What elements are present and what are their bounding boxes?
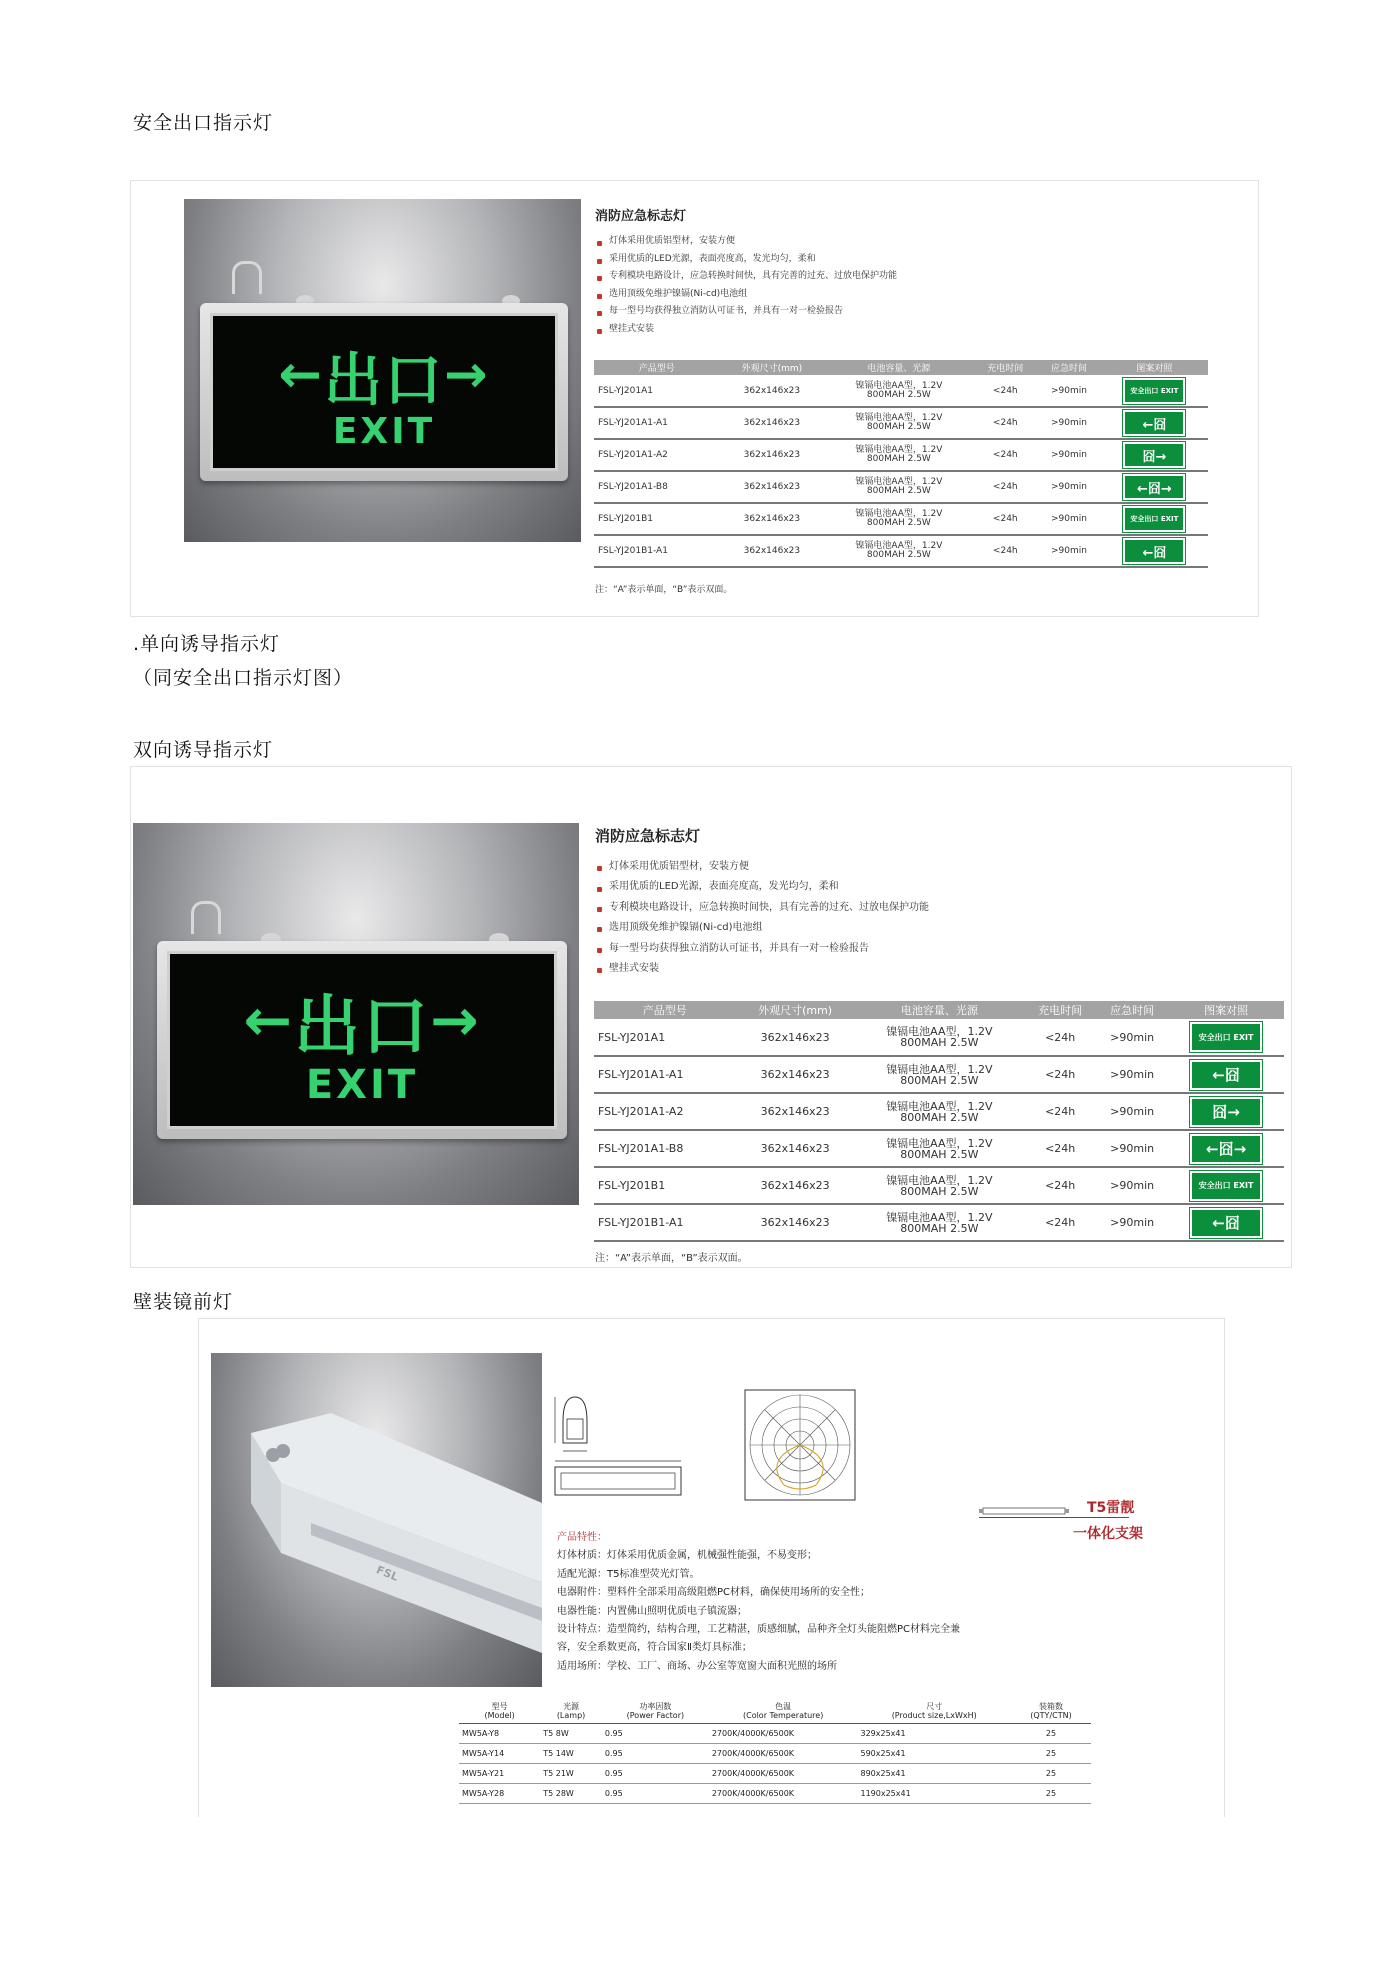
emergency-cell: >90min [1096, 1130, 1168, 1167]
size-cell: 362x146x23 [736, 1204, 855, 1241]
column-header-en: (Color Temperature) [742, 1710, 824, 1720]
model-cell: FSL-YJ201A1-A2 [594, 439, 720, 471]
charge-cell: <24h [973, 503, 1037, 535]
battery-cell [824, 503, 973, 535]
table-row [594, 375, 1208, 407]
charge-cell: <24h [973, 471, 1037, 503]
battery-capacity: 800MAH 2.5W [900, 1110, 979, 1124]
pattern-cell [1168, 1019, 1284, 1056]
battery-cell [855, 1167, 1025, 1204]
table-row [594, 407, 1208, 439]
size-cell: 362x146x23 [720, 407, 825, 439]
model-cell: FSL-YJ201A1-B8 [594, 471, 720, 503]
emergency-cell: >90min [1096, 1019, 1168, 1056]
model-cell: MW5A-Y14 [459, 1743, 540, 1763]
column-header-cn: 型号 [491, 1702, 508, 1711]
size-cell: 329x25x41 [858, 1723, 1011, 1743]
battery-cell [855, 1204, 1025, 1241]
model-cell: FSL-YJ201A1-A2 [594, 1093, 736, 1130]
column-header: 外观尺寸(mm) [720, 360, 825, 375]
exit-sign-english: EXIT [332, 410, 436, 452]
battery-capacity: 800MAH 2.5W [900, 1036, 979, 1049]
battery-type: 镍镉电池AA型，1.2V [855, 445, 943, 455]
exit-pattern-icon: 安全出口 EXIT [1190, 1171, 1262, 1201]
battery-type: 镍镉电池AA型，1.2V [855, 509, 943, 519]
spec-table [594, 1001, 1284, 1242]
light-distribution-diagram [744, 1389, 856, 1501]
column-header [858, 1701, 1011, 1723]
model-cell: FSL-YJ201B1 [594, 1167, 736, 1204]
tube-label: T5雷靓 [1087, 1500, 1135, 1516]
table-row [594, 1093, 1284, 1130]
emergency-cell: >90min [1037, 503, 1101, 535]
column-header: 图案对照 [1101, 360, 1208, 375]
left-arrow-icon: ← [243, 986, 294, 1054]
section-heading-one-way: .单向诱导指示灯 [133, 633, 281, 655]
feature-item: 每一型号均获得独立消防认可证书，并具有一对一检验报告 [597, 939, 929, 959]
charge-cell: <24h [1024, 1167, 1096, 1204]
pattern-cell [1168, 1093, 1284, 1130]
battery-type: 镍镉电池AA型，1.2V [886, 1210, 993, 1224]
model-cell: FSL-YJ201B1-A1 [594, 1204, 736, 1241]
feature-item: 每一型号均获得独立消防认可证书，并具有一对一检验报告 [597, 303, 897, 321]
model-cell: MW5A-Y21 [459, 1763, 540, 1783]
pattern-cell [1101, 439, 1208, 471]
charge-cell: <24h [1024, 1019, 1096, 1056]
table-row [594, 535, 1208, 567]
product-photo [133, 823, 579, 1205]
characteristics-title: 产品特性： [557, 1532, 607, 1543]
battery-type: 镍镉电池AA型，1.2V [886, 1136, 993, 1150]
characteristic-line: 容，安全系数更高，符合国家Ⅱ类灯具标准； [557, 1642, 752, 1654]
feature-item: 选用顶级免维护镍镉(Ni-cd)电池组 [597, 918, 929, 938]
column-header [602, 1701, 709, 1723]
model-cell: MW5A-Y28 [459, 1783, 540, 1803]
size-cell: 362x146x23 [736, 1130, 855, 1167]
emergency-cell: >90min [1037, 407, 1101, 439]
column-header [709, 1701, 858, 1723]
left-exit-pattern-icon: ←囧 [1123, 538, 1185, 564]
mirror-light-spec-table [459, 1701, 1091, 1804]
section-heading-two-way: 双向诱导指示灯 [133, 739, 274, 761]
size-cell: 362x146x23 [736, 1093, 855, 1130]
battery-cell [824, 375, 973, 407]
color-temp-cell: 2700K/4000K/6500K [709, 1783, 858, 1803]
table-row [594, 1130, 1284, 1167]
emergency-cell: >90min [1096, 1056, 1168, 1093]
lamp-cell: T5 8W [540, 1723, 602, 1743]
size-cell: 890x25x41 [858, 1763, 1011, 1783]
panel-title: 消防应急标志灯 [595, 827, 701, 845]
exit-sign-chinese: 出口 [323, 345, 444, 414]
characteristic-line: 电器附件：塑料件全部采用高级阻燃PC材料，确保使用场所的安全性； [557, 1587, 871, 1599]
column-header-cn: 功率因数 [639, 1702, 672, 1711]
left-arrow-icon: ← [278, 344, 324, 405]
battery-type: 镍镉电池AA型，1.2V [855, 477, 943, 487]
feature-item: 壁挂式安装 [597, 321, 897, 339]
size-cell: 362x146x23 [720, 471, 825, 503]
section-heading-one-way-note: （同安全出口指示灯图） [133, 667, 354, 689]
table-row [594, 471, 1208, 503]
two-way-exit-pattern-icon: ←囧→ [1190, 1134, 1262, 1164]
fixture-brand: FSL [374, 1563, 401, 1584]
column-header-en: (Model) [484, 1710, 515, 1720]
column-header: 充电时间 [1024, 1001, 1096, 1019]
product-photo [184, 199, 581, 542]
model-cell: FSL-YJ201A1 [594, 375, 720, 407]
mirror-light-fixture [211, 1353, 542, 1687]
table-row [594, 1019, 1284, 1056]
battery-cell [824, 535, 973, 567]
column-header [1011, 1701, 1091, 1723]
battery-type: 镍镉电池AA型，1.2V [855, 380, 943, 391]
hanging-hook [191, 901, 221, 934]
column-header-en: (QTY/CTN) [1030, 1710, 1072, 1720]
left-exit-pattern-icon: ←囧 [1190, 1060, 1262, 1090]
column-header [459, 1701, 540, 1723]
battery-cell [824, 439, 973, 471]
model-cell: FSL-YJ201A1-A1 [594, 1056, 736, 1093]
battery-capacity: 800MAH 2.5W [866, 518, 931, 528]
pattern-cell [1168, 1167, 1284, 1204]
battery-type: 镍镉电池AA型，1.2V [886, 1025, 993, 1038]
charge-cell: <24h [973, 439, 1037, 471]
battery-capacity: 800MAH 2.5W [900, 1073, 979, 1087]
table-note: 注：“A”表示单面，“B”表示双面。 [595, 1253, 748, 1264]
size-cell: 362x146x23 [720, 439, 825, 471]
size-cell: 362x146x23 [720, 503, 825, 535]
table-row [594, 503, 1208, 535]
emergency-cell: >90min [1037, 439, 1101, 471]
feature-list [597, 233, 897, 339]
power-factor-cell: 0.95 [602, 1783, 709, 1803]
right-exit-pattern-icon: 囧→ [1123, 442, 1185, 468]
lamp-cell: T5 28W [540, 1783, 602, 1803]
feature-item: 采用优质的LED光源，表面亮度高，发光均匀，柔和 [597, 251, 897, 269]
color-temp-cell: 2700K/4000K/6500K [709, 1763, 858, 1783]
emergency-cell: >90min [1096, 1093, 1168, 1130]
panel-title: 消防应急标志灯 [595, 209, 687, 224]
charge-cell: <24h [1024, 1130, 1096, 1167]
size-cell: 590x25x41 [858, 1743, 1011, 1763]
emergency-cell: >90min [1037, 471, 1101, 503]
battery-cell [824, 471, 973, 503]
battery-capacity: 800MAH 2.5W [900, 1221, 979, 1235]
emergency-cell: >90min [1096, 1204, 1168, 1241]
table-row [594, 1204, 1284, 1241]
table-row [459, 1783, 1091, 1803]
feature-item: 专利模块电路设计，应急转换时间快，具有完善的过充、过放电保护功能 [597, 898, 929, 918]
battery-cell [855, 1019, 1025, 1056]
characteristic-line: 适配光源：T5标准型荧光灯管。 [557, 1568, 700, 1580]
column-header-cn: 光源 [563, 1702, 580, 1711]
divider [979, 1517, 1129, 1518]
pattern-cell [1101, 535, 1208, 567]
qty-cell: 25 [1011, 1743, 1091, 1763]
exit-sign-english: EXIT [305, 1061, 419, 1108]
size-cell: 362x146x23 [736, 1167, 855, 1204]
characteristic-line: 设计特点：造型简约，结构合理，工艺精湛，质感细腻，品种齐全灯头能阻燃PC材料完全兼 [557, 1624, 961, 1636]
tube-sub-label: 一体化支架 [1073, 1526, 1143, 1542]
charge-cell: <24h [1024, 1093, 1096, 1130]
battery-cell [855, 1130, 1025, 1167]
charge-cell: <24h [1024, 1204, 1096, 1241]
column-header: 充电时间 [973, 360, 1037, 375]
color-temp-cell: 2700K/4000K/6500K [709, 1743, 858, 1763]
right-arrow-icon: → [430, 986, 481, 1054]
power-factor-cell: 0.95 [602, 1743, 709, 1763]
table-row [594, 1056, 1284, 1093]
exit-pattern-icon: 安全出口 EXIT [1123, 378, 1185, 404]
pattern-cell [1101, 503, 1208, 535]
right-arrow-icon: → [444, 344, 490, 405]
charge-cell: <24h [973, 535, 1037, 567]
size-cell: 362x146x23 [720, 535, 825, 567]
battery-type: 镍镉电池AA型，1.2V [886, 1173, 993, 1187]
size-cell: 1190x25x41 [858, 1783, 1011, 1803]
pattern-cell [1101, 407, 1208, 439]
column-header-en: (Lamp) [556, 1710, 586, 1720]
column-header-cn: 尺寸 [926, 1702, 943, 1711]
product-panel-2 [130, 766, 1292, 1268]
characteristics-block [557, 1529, 960, 1676]
model-cell: FSL-YJ201A1-B8 [594, 1130, 736, 1167]
feature-item: 灯体采用优质铝型材，安装方便 [597, 857, 929, 877]
model-cell: FSL-YJ201B1-A1 [594, 535, 720, 567]
column-header: 应急时间 [1037, 360, 1101, 375]
feature-item: 壁挂式安装 [597, 959, 929, 979]
exit-sign-face [167, 951, 557, 1129]
column-header-cn: 色温 [775, 1702, 792, 1711]
table-note: 注：“A”表示单面，“B”表示双面。 [595, 585, 733, 595]
size-cell: 362x146x23 [720, 375, 825, 407]
emergency-cell: >90min [1037, 375, 1101, 407]
model-cell: MW5A-Y8 [459, 1723, 540, 1743]
size-cell: 362x146x23 [736, 1056, 855, 1093]
pattern-cell [1168, 1204, 1284, 1241]
feature-item: 采用优质的LED光源，表面亮度高，发光均匀，柔和 [597, 877, 929, 897]
battery-capacity: 800MAH 2.5W [866, 550, 931, 560]
exit-pattern-icon: 安全出口 EXIT [1190, 1022, 1262, 1052]
feature-item: 选用顶级免维护镍镉(Ni-cd)电池组 [597, 286, 897, 304]
battery-type: 镍镉电池AA型，1.2V [855, 413, 943, 423]
battery-cell [855, 1093, 1025, 1130]
charge-cell: <24h [973, 407, 1037, 439]
column-header: 应急时间 [1096, 1001, 1168, 1019]
pattern-cell [1168, 1056, 1284, 1093]
lamp-cell: T5 21W [540, 1763, 602, 1783]
column-header: 图案对照 [1168, 1001, 1284, 1019]
table-row [459, 1743, 1091, 1763]
model-cell: FSL-YJ201A1-A1 [594, 407, 720, 439]
two-way-exit-pattern-icon: ←囧→ [1123, 474, 1185, 500]
battery-type: 镍镉电池AA型，1.2V [855, 541, 943, 551]
battery-cell [855, 1056, 1025, 1093]
table-row [594, 439, 1208, 471]
left-exit-pattern-icon: ←囧 [1190, 1208, 1262, 1238]
battery-type: 镍镉电池AA型，1.2V [886, 1099, 993, 1113]
qty-cell: 25 [1011, 1763, 1091, 1783]
column-header [540, 1701, 602, 1723]
exit-pattern-icon: 安全出口 EXIT [1123, 506, 1185, 532]
exit-sign-face [210, 313, 558, 471]
battery-capacity: 800MAH 2.5W [900, 1147, 979, 1161]
product-photo [211, 1353, 542, 1687]
charge-cell: <24h [973, 375, 1037, 407]
table-row [459, 1723, 1091, 1743]
charge-cell: <24h [1024, 1056, 1096, 1093]
column-header: 产品型号 [594, 1001, 736, 1019]
dimension-drawing [551, 1391, 685, 1501]
characteristic-line: 电器性能：内置佛山照明优质电子镇流器； [557, 1605, 747, 1617]
qty-cell: 25 [1011, 1783, 1091, 1803]
product-panel-3 [198, 1318, 1225, 1817]
characteristic-line: 灯体材质：灯体采用优质金属，机械强性能强，不易变形； [557, 1550, 817, 1562]
characteristic-line: 适用场所：学校、工厂、商场、办公室等宽窗大面积光照的场所 [557, 1660, 837, 1672]
column-header: 电池容量、光源 [855, 1001, 1025, 1019]
emergency-cell: >90min [1037, 535, 1101, 567]
column-header-en: (Power Factor) [626, 1710, 685, 1720]
feature-item: 灯体采用优质铝型材，安装方便 [597, 233, 897, 251]
sign-housing [157, 941, 567, 1139]
battery-cell [824, 407, 973, 439]
column-header: 电池容量、光源 [824, 360, 973, 375]
model-cell: FSL-YJ201A1 [594, 1019, 736, 1056]
feature-list [597, 857, 929, 979]
power-factor-cell: 0.95 [602, 1723, 709, 1743]
column-header-en: (Product size,LxWxH) [891, 1710, 977, 1720]
right-exit-pattern-icon: 囧→ [1190, 1097, 1262, 1127]
spec-table [594, 360, 1208, 568]
color-temp-cell: 2700K/4000K/6500K [709, 1723, 858, 1743]
size-cell: 362x146x23 [736, 1019, 855, 1056]
battery-capacity: 800MAH 2.5W [866, 454, 931, 464]
battery-capacity: 800MAH 2.5W [900, 1184, 979, 1198]
pattern-cell [1101, 375, 1208, 407]
battery-type: 镍镉电池AA型，1.2V [886, 1062, 993, 1076]
feature-item: 专利模块电路设计，应急转换时间快，具有完善的过充、过放电保护功能 [597, 268, 897, 286]
pattern-cell [1168, 1130, 1284, 1167]
column-header: 产品型号 [594, 360, 720, 375]
emergency-cell: >90min [1096, 1167, 1168, 1204]
table-row [459, 1763, 1091, 1783]
pattern-cell [1101, 471, 1208, 503]
lamp-cell: T5 14W [540, 1743, 602, 1763]
power-factor-cell: 0.95 [602, 1763, 709, 1783]
column-header: 外观尺寸(mm) [736, 1001, 855, 1019]
product-panel-1 [130, 180, 1259, 617]
left-exit-pattern-icon: ←囧 [1123, 410, 1185, 436]
qty-cell: 25 [1011, 1723, 1091, 1743]
battery-capacity: 800MAH 2.5W [866, 486, 931, 496]
battery-capacity: 800MAH 2.5W [866, 389, 931, 400]
model-cell: FSL-YJ201B1 [594, 503, 720, 535]
section-heading-exit-light: 安全出口指示灯 [133, 112, 274, 134]
sign-housing [200, 303, 568, 481]
hanging-hook [232, 261, 262, 294]
exit-sign-chinese: 出口 [294, 987, 430, 1065]
table-row [594, 1167, 1284, 1204]
battery-capacity: 800MAH 2.5W [866, 422, 931, 432]
section-heading-mirror-light: 壁装镜前灯 [133, 1291, 234, 1313]
column-header-cn: 装箱数 [1038, 1702, 1063, 1711]
t5-tube-icon [979, 1506, 1069, 1516]
